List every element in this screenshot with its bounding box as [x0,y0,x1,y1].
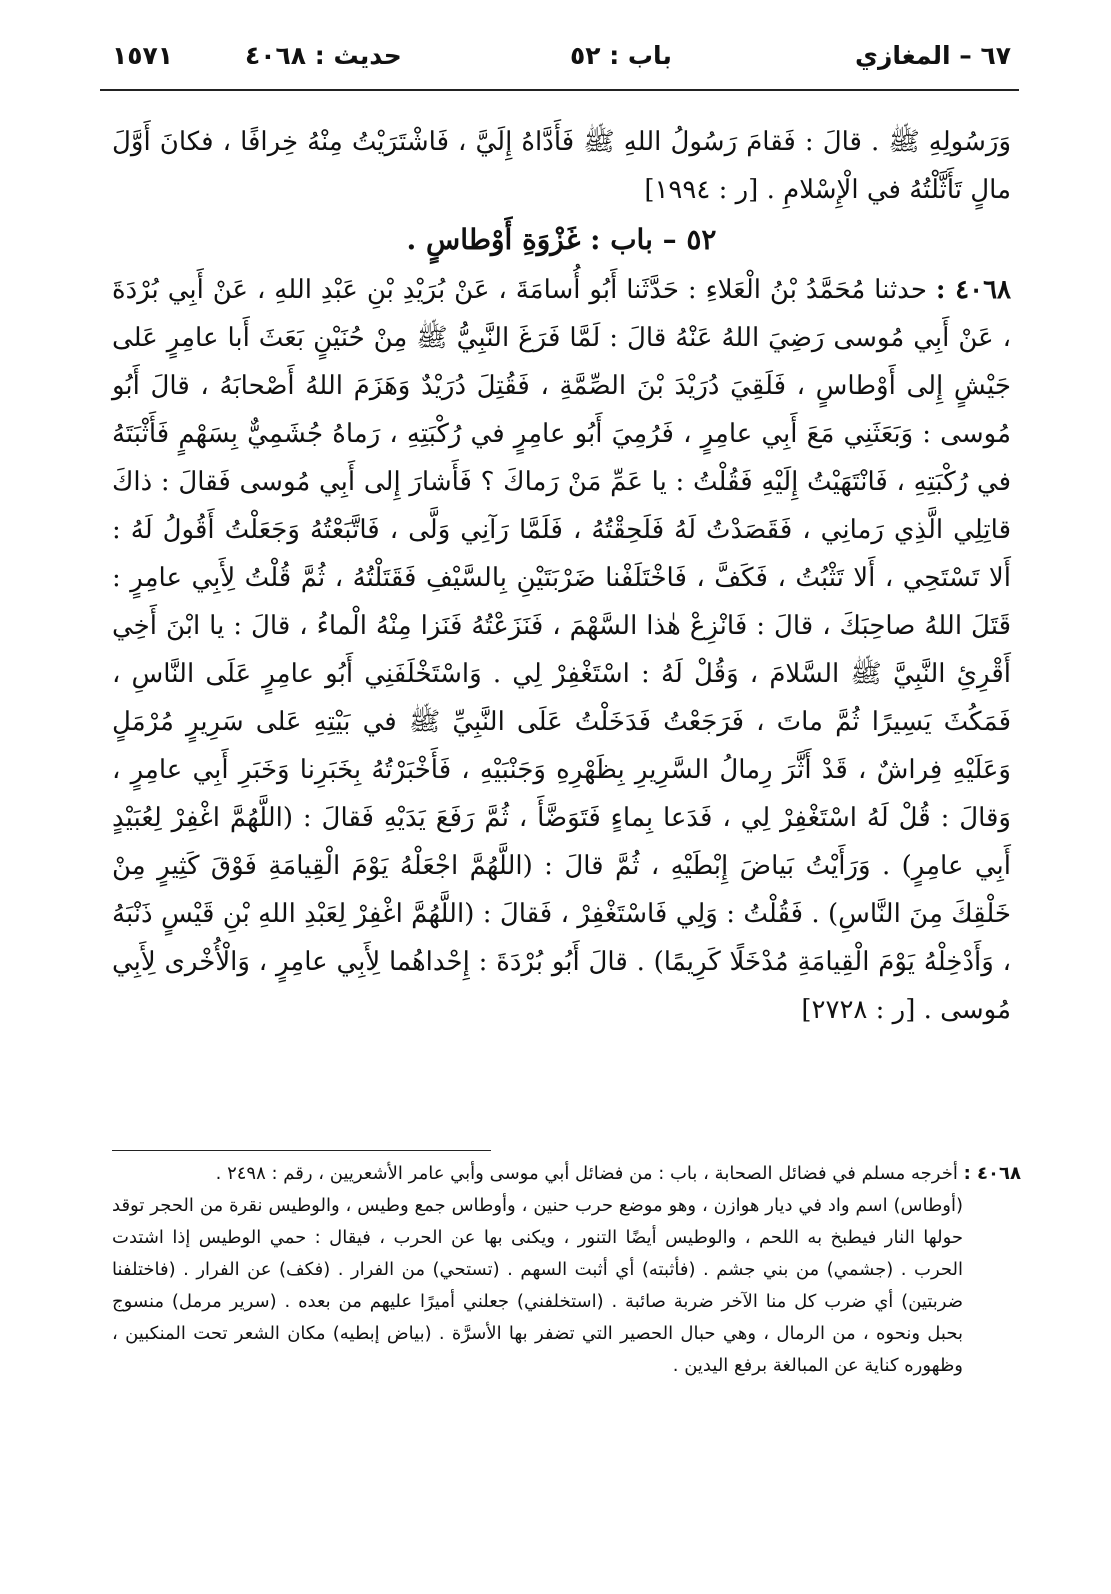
previous-hadith-ending [112,118,1011,214]
header-bab-number: باب : ٥٢ [570,41,672,70]
footnote-divider [112,1150,491,1151]
footnote-source: أخرجه مسلم في فضائل الصحابة ، باب : من فضائل أبي موسى وأبي عامر الأشعريين ، رقم : ٢٤٩٨ . [215,1163,958,1184]
running-header [100,30,1021,80]
hadith-paragraph [112,266,1011,1034]
hadith-text: حدثنا مُحَمَّدُ بْنُ الْعَلاءِ : حَدَّثَنا أَبُو أُسامَةَ ، عَنْ بُرَيْدِ بْنِ عَبْدِ اللهِ ، عَنْ أَبِي بُرْدَةَ ، عَنْ أَبِي مُوسى رَضِيَ اللهُ عَنْهُ قالَ : لَمَّا فَرَغَ النَّبِيُّ ﷺ مِنْ حُنَيْنٍ بَعَثَ أَبا عامِرٍ عَلى جَيْشٍ إِلى أَوْطاسٍ ، فَلَقِيَ دُرَيْدَ بْنَ الصِّمَّةِ ، فَقُتِلَ دُرَيْدٌ وَهَزَمَ اللهُ أَصْحابَهُ ، قالَ أَبُو مُوسى : وَبَعَثَنِي مَعَ أَبِي عامِرٍ ، فَرُمِيَ أَبُو عامِرٍ في رُكْبَتِهِ ، رَماهُ جُشَمِيٌّ بِسَهْمٍ فَأَثْبَتَهُ في رُكْبَتِهِ ، فَانْتَهَيْتُ إِلَيْهِ فَقُلْتُ : يا عَمِّ مَنْ رَماكَ ؟ فَأَشارَ إِلى أَبِي مُوسى فَقالَ : ذاكَ قاتِلِي الَّذِي رَمانِي ، فَقَصَدْتُ لَهُ فَلَحِقْتُهُ ، فَلَمَّا رَآنِي وَلَّى ، فَاتَّبَعْتُهُ وَجَعَلْتُ أَقُولُ لَهُ : أَلا تَسْتَحِي ، أَلا تَثْبُتُ ، فَكَفَّ ، فَاخْتَلَفْنا ضَرْبَتَيْنِ بِالسَّيْفِ فَقَتَلْتُهُ ، ثُمَّ قُلْتُ لِأَبِي عامِرٍ : قَتَلَ اللهُ صاحِبَكَ ، قالَ : فَانْزِعْ هٰذا السَّهْمَ ، فَنَزَعْتُهُ فَنَزا مِنْهُ الْماءُ ، قالَ : يا ابْنَ أَخِي أَقْرِئِ النَّبِيَّ ﷺ السَّلامَ ، وَقُلْ لَهُ : اسْتَغْفِرْ لِي . وَاسْتَخْلَفَنِي أَبُو عامِرٍ عَلَى النَّاسِ ، فَمَكُثَ يَسِيرًا ثُمَّ ماتَ ، فَرَجَعْتُ فَدَخَلْتُ عَلَى النَّبِيِّ ﷺ في بَيْتِهِ عَلى سَرِيرٍ مُرْمَلٍ وَعَلَيْهِ فِراشٌ ، قَدْ أَثَّرَ رِمالُ السَّرِيرِ بِظَهْرِهِ وَجَنْبَيْهِ ، فَأَخْبَرْتُهُ بِخَبَرِنا وَخَبَرِ أَبِي عامِرٍ ، وَقالَ : قُلْ لَهُ اسْتَغْفِرْ لِي ، فَدَعا بِماءٍ فَتَوَضَّأَ ، ثُمَّ رَفَعَ يَدَيْهِ فَقالَ : (اللَّهُمَّ اغْفِرْ لِعُبَيْدٍ أَبِي عامِرٍ) . وَرَأَيْتُ بَياضَ إِبْطَيْهِ ، ثُمَّ قالَ : (اللَّهُمَّ اجْعَلْهُ يَوْمَ الْقِيامَةِ فَوْقَ كَثِيرٍ مِنْ خَلْقِكَ مِنَ النَّاسِ) . فَقُلْتُ : وَلِي فَاسْتَغْفِرْ ، فَقالَ : (اللَّهُمَّ اغْفِرْ لِعَبْدِ اللهِ بْنِ قَيْسٍ ذَنْبَهُ ، وَأَدْخِلْهُ يَوْمَ الْقِيامَةِ مُدْخَلًا كَرِيمًا) . قالَ أَبُو بُرْدَةَ : إِحْداهُما لِأَبِي عامِرٍ ، وَالْأُخْرى لِأَبِي مُوسى . [112,275,1011,1025]
header-chapter-title: ٦٧ – المغازي [855,41,1011,70]
page-number: ١٥٧١ [112,41,174,70]
previous-hadith-text: وَرَسُولِهِ ﷺ . قالَ : فَقامَ رَسُولُ اللهِ ﷺ فَأَدَّاهُ إِلَيَّ ، فَاشْتَرَيْتُ مِنْهُ خِرافًا ، فكانَ أَوَّلَ مالٍ تَأَثَّلْتُهُ في الْإِسْلامِ . [112,127,1011,205]
footnote-number: ٤٠٦٨ : [963,1163,1021,1184]
footnote-glossary: (أوطاس) اسم واد في ديار هوازن ، وهو موضع حرب حنين ، وأوطاس جمع وطيس ، والوطيس نقرة من الحجر توقد حولها النار فيطبخ به اللحم ، والوطيس أيضًا التنور ، ويكنى بها عن الحرب ، فيقال : حمي الوطيس إذا اشتدت الحرب . (جشمي) من بني جشم . (فأثبته) أي أثبت السهم . (تستحي) من الفرار . (فكف) عن الفرار . (فاختلفنا ضربتين) أي ضرب كل منا الآخر ضربة صائبة . (استخلفني) جعلني أميرًا عليهم من بعده . (سرير مرمل) منسوج بحبل ونحوه ، من الرمال ، وهي حبال الحصير التي تضفر بها الأسرَّة . (بياض إبطيه) مكان الشعر تحت المنكبين ، وظهوره كناية عن المبالغة برفع اليدين . [112,1195,963,1376]
hadith-reference: [ر : ٢٧٢٨] [801,995,916,1025]
chapter-heading: ٥٢ – باب : غَزْوَةِ أَوْطاسٍ . [406,223,717,256]
header-hadith-number: حديث : ٤٠٦٨ [245,41,402,70]
footnote-first-line [112,1158,1021,1190]
hadith-number: ٤٠٦٨ : [935,275,1011,305]
main-text [112,118,1011,1034]
footnotes [112,1158,1021,1382]
header-divider [100,89,1019,91]
previous-hadith-reference: [ر : ١٩٩٤] [644,175,759,205]
